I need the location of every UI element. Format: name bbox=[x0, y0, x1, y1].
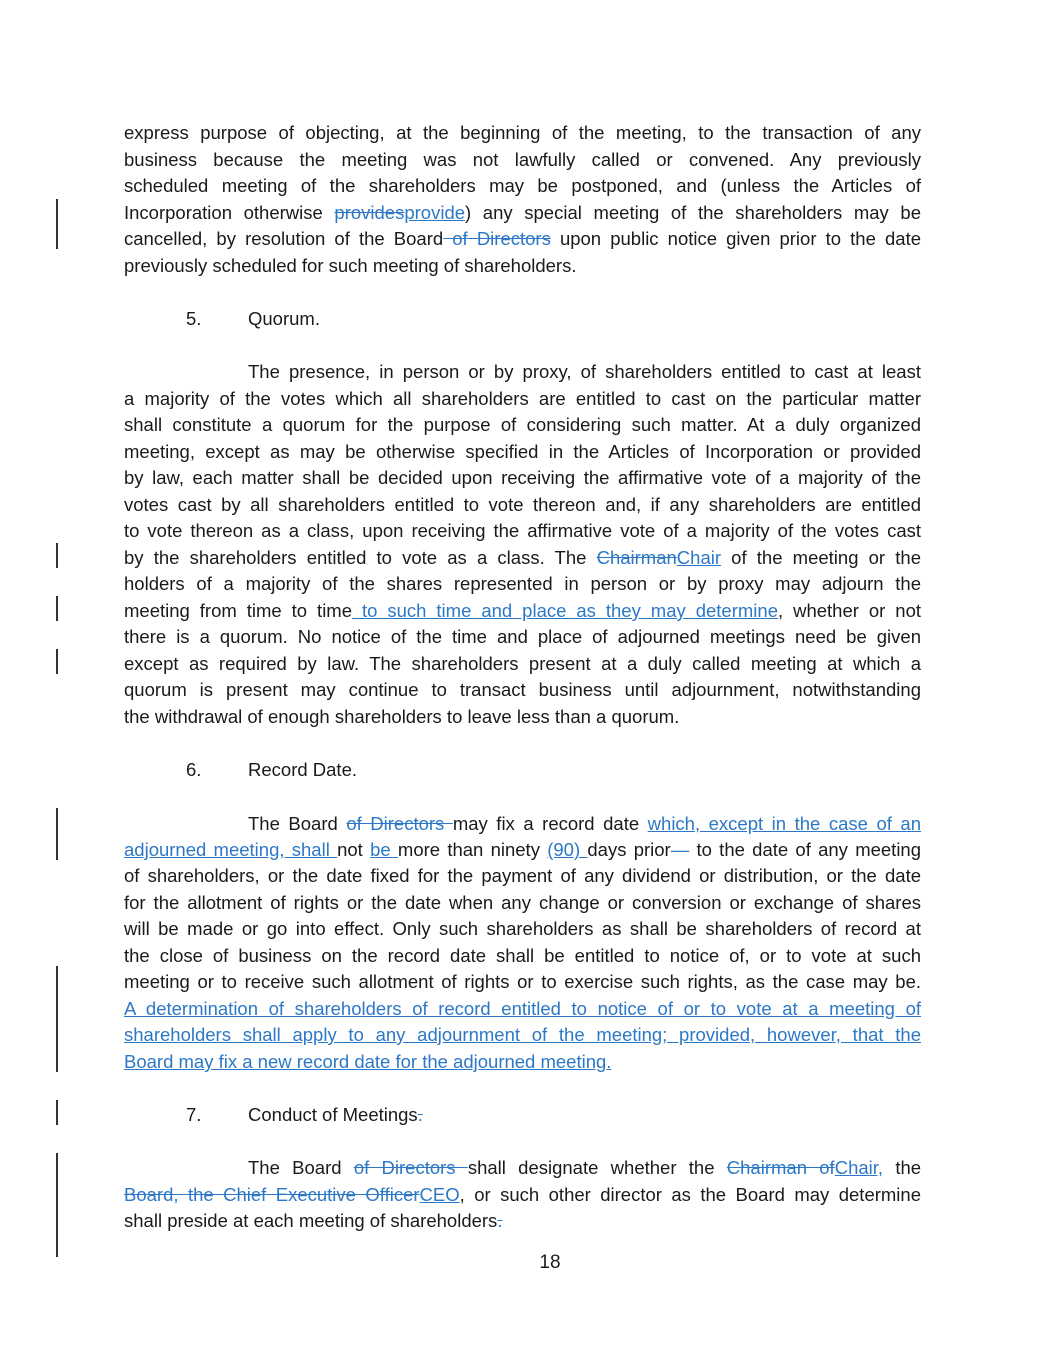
paragraph-line: shall preside at each meeting of shareholders. bbox=[124, 1210, 503, 1231]
inserted-text: Chair, bbox=[834, 1157, 884, 1178]
paragraph-line: meeting from time to time to such time and place as they may determine, whether or not bbox=[124, 600, 922, 621]
paragraph-line: shall constitute a quorum for the purpose of considering such matter. At a duly organized bbox=[124, 414, 921, 435]
paragraph-line: will be made or go into effect. Only such shareholders as shall be shareholders of record at bbox=[124, 918, 921, 939]
page-number: 18 bbox=[539, 1252, 561, 1273]
paragraph-line bbox=[124, 996, 921, 1022]
deleted-text: of Directors bbox=[346, 813, 453, 834]
paragraph-line: scheduled meeting of the shareholders may be postponed, and (unless the Articles of bbox=[124, 175, 921, 196]
paragraph-line: of shareholders, or the date fixed for the payment of any dividend or distribution, or the date bbox=[124, 865, 921, 886]
paragraph-line: by law, each matter shall be decided upon receiving the affirmative vote of a majority of the bbox=[124, 467, 921, 488]
section-title: Record Date. bbox=[248, 759, 357, 780]
paragraph-line: previously scheduled for such meeting of shareholders. bbox=[124, 255, 577, 276]
inserted-text: A determination of shareholders of record entitled to notice of or to vote at a meeting of bbox=[124, 998, 921, 1019]
deleted-text: Chairman of bbox=[726, 1157, 835, 1178]
change-bar bbox=[56, 966, 58, 1072]
paragraph-line: the withdrawal of enough shareholders to leave less than a quorum. bbox=[124, 706, 680, 727]
paragraph-line: Incorporation otherwise providesprovide) any special meeting of the shareholders may be bbox=[124, 202, 921, 223]
paragraph-line: business because the meeting was not lawfully called or convened. Any previously bbox=[124, 149, 921, 170]
inserted-text: Board may fix a new record date for the adjourned meeting. bbox=[124, 1051, 612, 1072]
paragraph-line: meeting or to receive such allotment of rights or to exercise such rights, as the case may be. bbox=[124, 971, 921, 992]
section-title: Quorum. bbox=[248, 308, 320, 329]
paragraph-line: quorum is present may continue to transact business until adjournment, notwithstanding bbox=[124, 679, 921, 700]
inserted-text: — bbox=[670, 839, 690, 860]
paragraph-line: Board, the Chief Executive OfficerCEO, or such other director as the Board may determine bbox=[124, 1184, 921, 1205]
change-bar bbox=[56, 649, 58, 674]
inserted-text: be bbox=[370, 839, 398, 860]
change-bar bbox=[56, 596, 58, 621]
deleted-text: Chairman bbox=[596, 547, 677, 568]
paragraph-line: a majority of the votes which all shareholders are entitled to cast on the particular matter bbox=[124, 388, 921, 409]
inserted-text: provide bbox=[404, 202, 466, 223]
paragraph-line: to vote thereon as a class, upon receiving the affirmative vote of a majority of the votes cast bbox=[124, 520, 921, 541]
deleted-text: . bbox=[417, 1104, 423, 1125]
change-bar bbox=[56, 199, 58, 249]
section-number: 6. bbox=[186, 759, 202, 780]
paragraph-line: holders of a majority of the shares represented in person or by proxy may adjourn the bbox=[124, 573, 921, 594]
change-bar bbox=[56, 1100, 58, 1125]
inserted-text: adjourned meeting, shall bbox=[124, 839, 338, 860]
deleted-text: provides bbox=[334, 202, 405, 223]
deleted-text: Board, the Chief Executive Officer bbox=[124, 1184, 420, 1205]
paragraph-line: by the shareholders entitled to vote as a class. The ChairmanChair of the meeting or the bbox=[124, 547, 921, 568]
deleted-text: . bbox=[497, 1210, 503, 1231]
paragraph-line: the close of business on the record date shall be entitled to notice of, or to vote at such bbox=[124, 945, 921, 966]
paragraph-line: for the allotment of rights or the date when any change or conversion or exchange of shares bbox=[124, 892, 921, 913]
inserted-text: to such time and place as they may determine bbox=[352, 600, 778, 621]
paragraph-line bbox=[124, 1049, 921, 1075]
paragraph-line: meeting, except as may be otherwise specified in the Articles of Incorporation or provided bbox=[124, 441, 921, 462]
paragraph-line: The presence, in person or by proxy, of shareholders entitled to cast at least bbox=[248, 361, 921, 382]
paragraph-line: there is a quorum. No notice of the time and place of adjourned meetings need be given bbox=[124, 626, 921, 647]
change-bar bbox=[56, 1153, 58, 1257]
change-bar bbox=[56, 543, 58, 568]
paragraph-line: cancelled, by resolution of the Board of Directors upon public notice given prior to the date bbox=[124, 228, 921, 249]
section-title: Conduct of Meetings. bbox=[248, 1104, 423, 1125]
section-number: 5. bbox=[186, 308, 202, 329]
paragraph-line: except as required by law. The shareholders present at a duly called meeting at which a bbox=[124, 653, 921, 674]
inserted-text: which, except in the case of an bbox=[647, 813, 922, 834]
section-number: 7. bbox=[186, 1104, 202, 1125]
paragraph-line: The Board of Directors may fix a record date which, except in the case of an bbox=[248, 813, 922, 834]
change-bar bbox=[56, 808, 58, 860]
paragraph-line: adjourned meeting, shall not be more than ninety (90) days prior— to the date of any meeting bbox=[124, 839, 922, 860]
deleted-text: of Directors bbox=[353, 1157, 468, 1178]
paragraph-line: votes cast by all shareholders entitled to vote thereon and, if any shareholders are entitled bbox=[124, 494, 921, 515]
paragraph-line: express purpose of objecting, at the beginning of the meeting, to the transaction of any bbox=[124, 122, 921, 143]
paragraph-line: The Board of Directors shall designate whether the Chairman ofChair, the bbox=[248, 1157, 922, 1178]
paragraph-line bbox=[124, 1022, 921, 1048]
inserted-text: shareholders shall apply to any adjournment of the meeting; provided, however, that the bbox=[124, 1024, 921, 1045]
deleted-text: of Directors bbox=[443, 228, 551, 249]
inserted-text: Chair bbox=[676, 547, 722, 568]
inserted-text: CEO bbox=[419, 1184, 460, 1205]
inserted-text: (90) bbox=[547, 839, 588, 860]
